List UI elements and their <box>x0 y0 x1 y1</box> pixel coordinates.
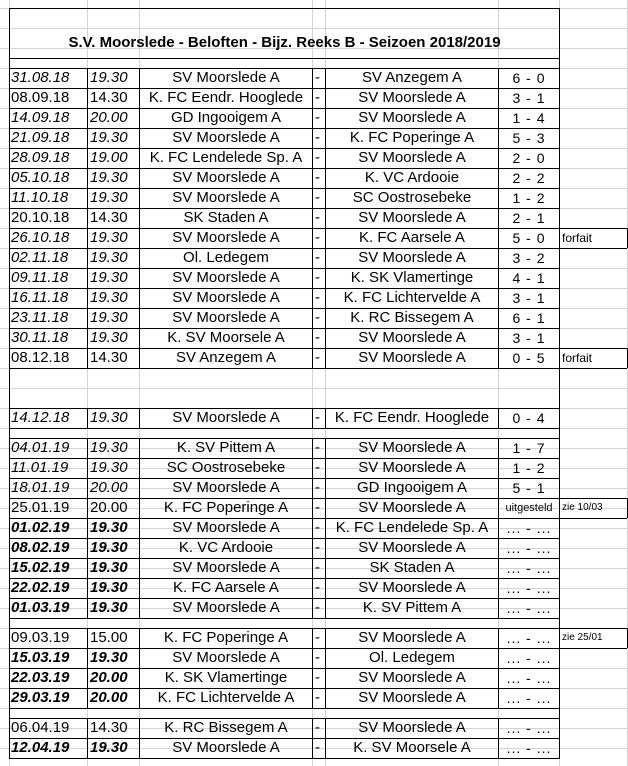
match-date: 08.02.19 <box>11 539 70 556</box>
separator: - <box>315 499 320 516</box>
away-team: SV Moorslede A <box>358 539 466 556</box>
table-row <box>0 458 628 478</box>
away-team: SV Moorslede A <box>358 209 466 226</box>
home-team: K. FC Poperinge A <box>163 629 289 646</box>
home-team: K. SV Moorsele A <box>167 329 285 346</box>
match-date: 14.09.18 <box>11 109 70 126</box>
match-score: ... - ... <box>506 600 552 616</box>
away-team: GD Ingooigem A <box>356 479 468 496</box>
separator: - <box>315 329 320 346</box>
match-score: uitgesteld <box>505 502 553 514</box>
separator: - <box>315 579 320 596</box>
separator: - <box>315 689 320 706</box>
home-team: SV Moorslede A <box>172 269 280 286</box>
away-team: SV Moorslede A <box>358 149 466 166</box>
match-note: forfait <box>562 231 593 245</box>
home-team: SK Staden A <box>183 209 269 226</box>
match-note <box>560 458 628 478</box>
table-row <box>0 228 628 248</box>
match-time: 20.00 <box>90 689 128 706</box>
match-score: 3 - 1 <box>512 290 546 306</box>
match-time: 19.30 <box>90 189 128 206</box>
home-team: K. SV Pittem A <box>176 439 276 456</box>
match-score: 1 - 2 <box>512 190 546 206</box>
match-date: 01.03.19 <box>11 599 70 616</box>
table-row <box>0 128 628 148</box>
match-score: 1 - 4 <box>512 110 546 126</box>
separator: - <box>315 249 320 266</box>
match-date: 14.12.18 <box>11 409 70 426</box>
home-team: K. VC Ardooie <box>178 539 274 556</box>
home-team: SV Moorslede A <box>172 189 280 206</box>
match-score: 1 - 7 <box>512 440 546 456</box>
match-note <box>560 68 628 88</box>
match-date: 04.01.19 <box>11 439 70 456</box>
match-note <box>560 518 628 538</box>
table-row <box>0 188 628 208</box>
match-time: 19.30 <box>90 69 128 86</box>
away-team: K. FC Poperinge A <box>349 129 475 146</box>
home-team: SV Moorslede A <box>172 519 280 536</box>
match-time: 20.00 <box>90 479 128 496</box>
match-note <box>560 128 628 148</box>
away-team: K. FC Lichtervelde A <box>343 289 481 306</box>
match-time: 19.30 <box>90 309 128 326</box>
match-time: 14.30 <box>90 89 128 106</box>
separator: - <box>315 599 320 616</box>
match-date: 11.10.18 <box>11 189 69 206</box>
home-team: K. FC Aarsele A <box>173 579 279 596</box>
away-team: SV Moorslede A <box>358 499 466 516</box>
away-team: K. FC Lendelede Sp. A <box>335 519 489 536</box>
away-team: K. SV Pittem A <box>362 599 462 616</box>
home-team: SV Moorslede A <box>172 739 280 756</box>
match-note <box>560 668 628 688</box>
match-score: ... - ... <box>506 720 552 736</box>
table-row <box>0 538 628 558</box>
table-row <box>0 648 628 668</box>
home-team: SV Moorslede A <box>172 289 280 306</box>
match-time: 19.30 <box>90 539 128 556</box>
away-team: SV Moorslede A <box>358 669 466 686</box>
match-date: 25.01.19 <box>11 499 70 516</box>
home-team: SV Moorslede A <box>172 309 280 326</box>
match-date: 08.09.18 <box>11 89 70 106</box>
match-date: 21.09.18 <box>11 129 70 146</box>
match-date: 05.10.18 <box>11 169 70 186</box>
match-date: 22.03.19 <box>11 669 70 686</box>
match-date: 28.09.18 <box>11 149 70 166</box>
table-row <box>0 88 628 108</box>
table-row <box>0 308 628 328</box>
match-date: 12.04.19 <box>11 739 70 756</box>
separator: - <box>315 559 320 576</box>
match-time: 19.30 <box>90 229 128 246</box>
match-time: 19.30 <box>90 439 128 456</box>
match-time: 20.00 <box>90 109 128 126</box>
table-row <box>0 248 628 268</box>
match-time: 19.30 <box>90 409 128 426</box>
match-note <box>560 208 628 228</box>
match-score: ... - ... <box>506 740 552 756</box>
match-time: 14.30 <box>90 209 128 226</box>
home-team: SV Moorslede A <box>172 559 280 576</box>
match-time: 19.30 <box>90 559 128 576</box>
away-team: SK Staden A <box>369 559 455 576</box>
home-team: SV Moorslede A <box>172 409 280 426</box>
match-time: 19.30 <box>90 329 128 346</box>
match-score: 1 - 2 <box>512 460 546 476</box>
table-row <box>0 498 628 518</box>
match-note <box>560 648 628 668</box>
match-score: 5 - 1 <box>512 480 546 496</box>
away-team: Ol. Ledegem <box>369 649 455 666</box>
separator: - <box>315 479 320 496</box>
home-team: SV Moorslede A <box>172 169 280 186</box>
match-date: 11.01.19 <box>11 459 69 476</box>
match-date: 06.04.19 <box>11 719 70 736</box>
separator: - <box>315 439 320 456</box>
home-team: SV Moorslede A <box>172 129 280 146</box>
away-team: K. VC Ardooie <box>364 169 460 186</box>
away-team: SV Anzegem A <box>361 69 463 86</box>
separator: - <box>315 149 320 166</box>
match-note <box>560 308 628 328</box>
match-note <box>560 718 628 738</box>
match-time: 19.00 <box>90 149 128 166</box>
home-team: Ol. Ledegem <box>183 249 269 266</box>
table-row <box>0 268 628 288</box>
separator: - <box>315 349 320 366</box>
match-score: 3 - 1 <box>512 90 546 106</box>
away-team: K. RC Bissegem A <box>350 309 474 326</box>
match-date: 22.02.19 <box>11 579 70 596</box>
match-date: 20.10.18 <box>11 209 70 226</box>
match-score: ... - ... <box>506 630 552 646</box>
page-title: S.V. Moorslede - Beloften - Bijz. Reeks B - Seizoen 2018/2019 <box>68 34 501 51</box>
separator: - <box>315 309 320 326</box>
separator: - <box>315 519 320 536</box>
table-row <box>0 518 628 538</box>
match-date: 15.03.19 <box>11 649 70 666</box>
match-date: 18.01.19 <box>11 479 70 496</box>
separator: - <box>315 669 320 686</box>
match-date: 29.03.19 <box>11 689 70 706</box>
match-score: ... - ... <box>506 650 552 666</box>
table-row <box>0 438 628 458</box>
home-team: SV Moorslede A <box>172 649 280 666</box>
match-note <box>560 598 628 618</box>
match-note <box>560 288 628 308</box>
away-team: SV Moorslede A <box>358 109 466 126</box>
home-team: SV Moorslede A <box>172 69 280 86</box>
separator: - <box>315 269 320 286</box>
match-score: 6 - 1 <box>512 310 546 326</box>
away-team: K. SV Moorsele A <box>353 739 471 756</box>
match-note <box>560 478 628 498</box>
home-team: SV Moorslede A <box>172 599 280 616</box>
match-time: 20.00 <box>90 669 128 686</box>
match-note: zie 10/03 <box>562 502 603 513</box>
separator: - <box>315 169 320 186</box>
match-time: 19.30 <box>90 599 128 616</box>
match-date: 30.11.18 <box>11 329 69 346</box>
match-time: 19.30 <box>90 649 128 666</box>
table-row <box>0 108 628 128</box>
match-time: 20.00 <box>90 499 128 516</box>
match-note <box>560 328 628 348</box>
home-team: SV Moorslede A <box>172 229 280 246</box>
match-score: 2 - 0 <box>512 150 546 166</box>
match-note <box>560 408 628 428</box>
separator: - <box>315 539 320 556</box>
away-team: SV Moorslede A <box>358 719 466 736</box>
table-row <box>0 328 628 348</box>
away-team: SV Moorslede A <box>358 329 466 346</box>
match-score: ... - ... <box>506 670 552 686</box>
table-row <box>0 168 628 188</box>
home-team: SV Moorslede A <box>172 479 280 496</box>
match-score: 5 - 3 <box>512 130 546 146</box>
match-score: 0 - 5 <box>512 350 546 366</box>
table-row <box>0 288 628 308</box>
separator: - <box>315 629 320 646</box>
table-row <box>0 628 628 648</box>
match-note <box>560 88 628 108</box>
match-date: 15.02.19 <box>11 559 70 576</box>
match-note <box>560 248 628 268</box>
match-time: 19.30 <box>90 579 128 596</box>
home-team: K. FC Eendr. Hooglede <box>148 89 304 106</box>
match-score: 5 - 0 <box>512 230 546 246</box>
separator: - <box>315 69 320 86</box>
table-row <box>0 208 628 228</box>
away-team: SV Moorslede A <box>358 459 466 476</box>
separator: - <box>315 229 320 246</box>
match-date: 09.03.19 <box>11 629 70 646</box>
match-time: 14.30 <box>90 719 128 736</box>
match-time: 19.30 <box>90 459 128 476</box>
match-time: 19.30 <box>90 269 128 286</box>
match-note <box>560 268 628 288</box>
away-team: K. FC Aarsele A <box>359 229 465 246</box>
match-time: 19.30 <box>90 169 128 186</box>
match-note <box>560 578 628 598</box>
away-team: SV Moorslede A <box>358 349 466 366</box>
match-score: ... - ... <box>506 580 552 596</box>
home-team: K. FC Lendelede Sp. A <box>149 149 303 166</box>
table-row <box>0 68 628 88</box>
separator: - <box>315 649 320 666</box>
match-time: 19.30 <box>90 249 128 266</box>
match-date: 08.12.18 <box>11 349 70 366</box>
match-score: 2 - 2 <box>512 170 546 186</box>
home-team: K. RC Bissegem A <box>164 719 288 736</box>
separator: - <box>315 739 320 756</box>
home-team: K. FC Lichtervelde A <box>157 689 295 706</box>
table-row <box>0 148 628 168</box>
match-date: 16.11.18 <box>11 289 69 306</box>
home-team: SV Anzegem A <box>175 349 277 366</box>
separator: - <box>315 719 320 736</box>
match-score: 3 - 1 <box>512 330 546 346</box>
match-score: ... - ... <box>506 690 552 706</box>
match-time: 19.30 <box>90 289 128 306</box>
match-time: 19.30 <box>90 129 128 146</box>
match-note <box>560 688 628 708</box>
match-date: 26.10.18 <box>11 229 70 246</box>
match-time: 19.30 <box>90 739 128 756</box>
match-score: 4 - 1 <box>512 270 546 286</box>
match-time: 15.00 <box>90 629 128 646</box>
table-row <box>0 558 628 578</box>
separator: - <box>315 209 320 226</box>
match-note: zie 25/01 <box>562 632 603 643</box>
home-team: K. FC Poperinge A <box>163 499 289 516</box>
match-score: 3 - 2 <box>512 250 546 266</box>
table-row <box>0 738 628 758</box>
away-team: SV Moorslede A <box>358 689 466 706</box>
match-time: 14.30 <box>90 349 128 366</box>
match-note: forfait <box>562 351 593 365</box>
match-note <box>560 188 628 208</box>
away-team: SV Moorslede A <box>358 249 466 266</box>
away-team: SV Moorslede A <box>358 89 466 106</box>
match-note <box>560 738 628 758</box>
match-score: ... - ... <box>506 520 552 536</box>
table-row <box>0 408 628 428</box>
table-row <box>0 598 628 618</box>
away-team: K. SK Vlamertinge <box>350 269 474 286</box>
match-score: ... - ... <box>506 540 552 556</box>
match-score: 2 - 1 <box>512 210 546 226</box>
away-team: SV Moorslede A <box>358 629 466 646</box>
separator: - <box>315 189 320 206</box>
match-time: 19.30 <box>90 519 128 536</box>
match-score: ... - ... <box>506 560 552 576</box>
away-team: SC Oostrosebeke <box>352 189 472 206</box>
separator: - <box>315 109 320 126</box>
match-note <box>560 108 628 128</box>
home-team: K. SK Vlamertinge <box>164 669 288 686</box>
home-team: SC Oostrosebeke <box>166 459 286 476</box>
match-date: 31.08.18 <box>11 69 70 86</box>
match-date: 02.11.18 <box>11 249 69 266</box>
table-row <box>0 718 628 738</box>
table-row <box>0 688 628 708</box>
separator: - <box>315 409 320 426</box>
match-score: 0 - 4 <box>512 410 546 426</box>
match-note <box>560 558 628 578</box>
away-team: SV Moorslede A <box>358 439 466 456</box>
match-date: 01.02.19 <box>11 519 70 536</box>
match-note <box>560 538 628 558</box>
separator: - <box>315 89 320 106</box>
table-row <box>0 668 628 688</box>
separator: - <box>315 289 320 306</box>
match-date: 09.11.18 <box>11 269 69 286</box>
match-note <box>560 438 628 458</box>
home-team: GD Ingooigem A <box>170 109 282 126</box>
separator: - <box>315 459 320 476</box>
match-date: 23.11.18 <box>11 309 69 326</box>
table-row <box>0 478 628 498</box>
away-team: SV Moorslede A <box>358 579 466 596</box>
table-row <box>0 348 628 368</box>
match-score: 6 - 0 <box>512 70 546 86</box>
away-team: K. FC Eendr. Hooglede <box>334 409 490 426</box>
separator: - <box>315 129 320 146</box>
match-note <box>560 168 628 188</box>
match-note <box>560 148 628 168</box>
table-row <box>0 578 628 598</box>
